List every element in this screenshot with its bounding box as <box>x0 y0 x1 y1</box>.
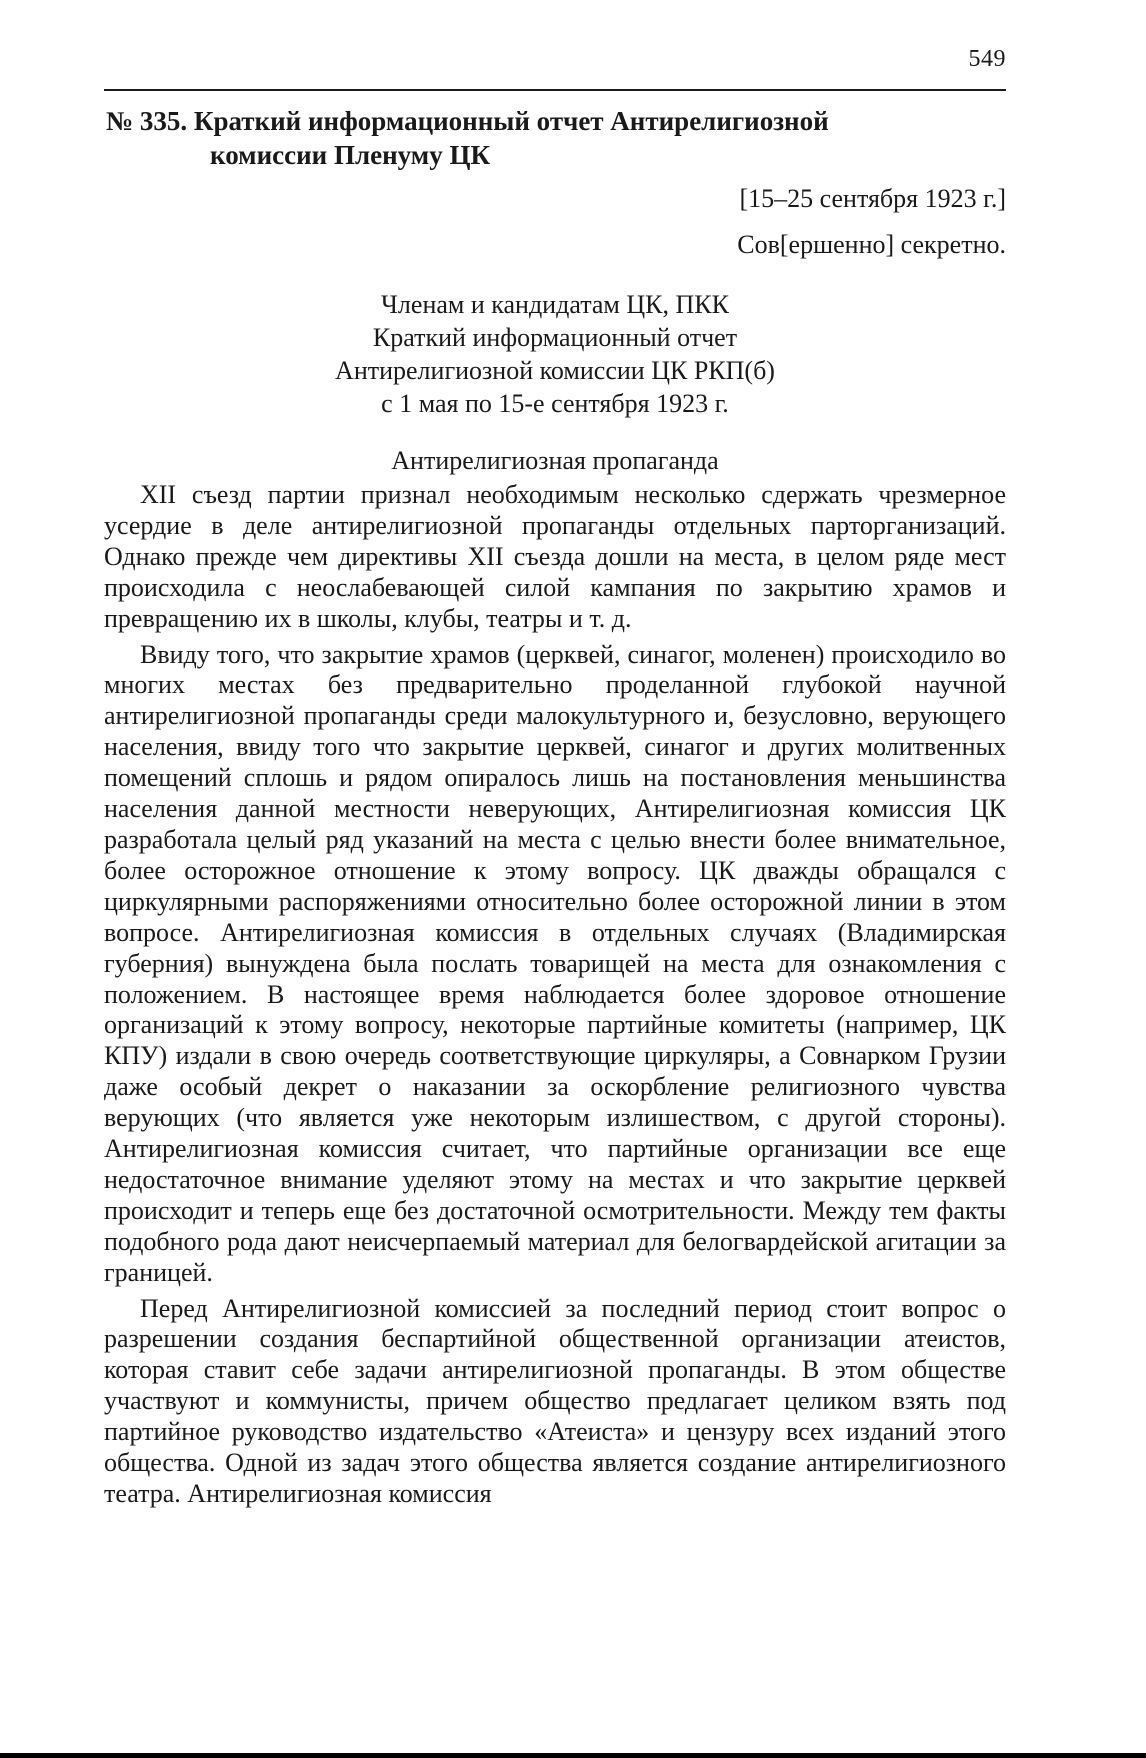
header-rule <box>104 89 1006 91</box>
bottom-edge-rule <box>0 1753 1146 1758</box>
address-line: Членам и кандидатам ЦК, ПКК <box>381 290 729 319</box>
address-block <box>104 288 1006 420</box>
section-heading: Антирелигиозная пропаганда <box>391 446 719 475</box>
paragraph: Перед Антирелигиозной комиссией за последний период стоит вопрос о разрешении создания беспартийной общественной организации атеистов, которая ставит себе задачи антирелигиозной пропаганды. В этом обществе участвуют и коммунисты, причем общество предлагает целиком взять под партийное руководство издательство «Атеиста» и цензуру всех изданий этого общества. Одной из задач этого общества является создание антирелигиозного театра. Антирелигиозная комиссия <box>104 1293 1006 1508</box>
document-title-line1: № 335. Краткий информационный отчет Антирелигиозной <box>106 106 829 136</box>
address-line: с 1 мая по 15-е сентября 1923 г. <box>381 389 729 418</box>
document-title <box>106 104 1006 172</box>
paragraph: XII съезд партии признал необходимым несколько сдержать чрезмерное усердие в деле антирелигиозной пропаганды отдельных парторганизаций. Однако прежде чем директивы XII съезда дошли на места, в целом ряде мест происходила с неослабевающей силой кампания по закрытию храмов и превращению их в школы, клубы, театры и т. д. <box>104 480 1006 633</box>
body-text <box>104 480 1006 1515</box>
paragraph: Ввиду того, что закрытие храмов (церквей, синагог, моленен) происходило во многих местах без предварительно проделанной глубокой научной антирелигиозной пропаганды среди малокультурного и, безусловно, верующего населения, ввиду того что закрытие церквей, синагог и других молитвенных помещений сплошь и рядом опиралось лишь на постановления меньшинства населения данной местности неверующих, Антирелигиозная комиссия ЦК разработала целый ряд указаний на места с целью внести более внимательное, более осторожное отношение к этому вопросу. ЦК дважды обращался с циркулярными распоряжениями относительно более осторожной линии в этом вопросе. Антирелигиозная комиссия в отдельных случаях (Владимирская губерния) вынуждена была послать товарищей на места для ознакомления с положением. В настоящее время наблюдается более здоровое отношение организаций к этому вопросу, некоторые партийные комитеты (например, ЦК КПУ) издали в свою очередь соответствующие циркуляры, а Совнарком Грузии даже особый декрет о наказании за оскорбление религиозного чувства верующих (что является уже некоторым излишеством, с другой стороны). Антирелигиозная комиссия считает, что партийные организации все еще недостаточное внимание уделяют этому на местах и что закрытие церквей происходит и теперь еще без достаточной осмотрительности. Между тем факты подобного рода дают неисчерпаемый материал для белогвардейской агитации за границей. <box>104 639 1006 1287</box>
address-line: Краткий информационный отчет <box>372 323 738 352</box>
document-title-line2: комиссии Пленуму ЦК <box>210 140 491 170</box>
address-line: Антирелигиозной комиссии ЦК РКП(б) <box>335 356 775 385</box>
page-number: 549 <box>968 46 1006 72</box>
document-date: [15–25 сентября 1923 г.] <box>739 184 1006 213</box>
classification-label: Сов[ершенно] секретно. <box>737 230 1006 259</box>
